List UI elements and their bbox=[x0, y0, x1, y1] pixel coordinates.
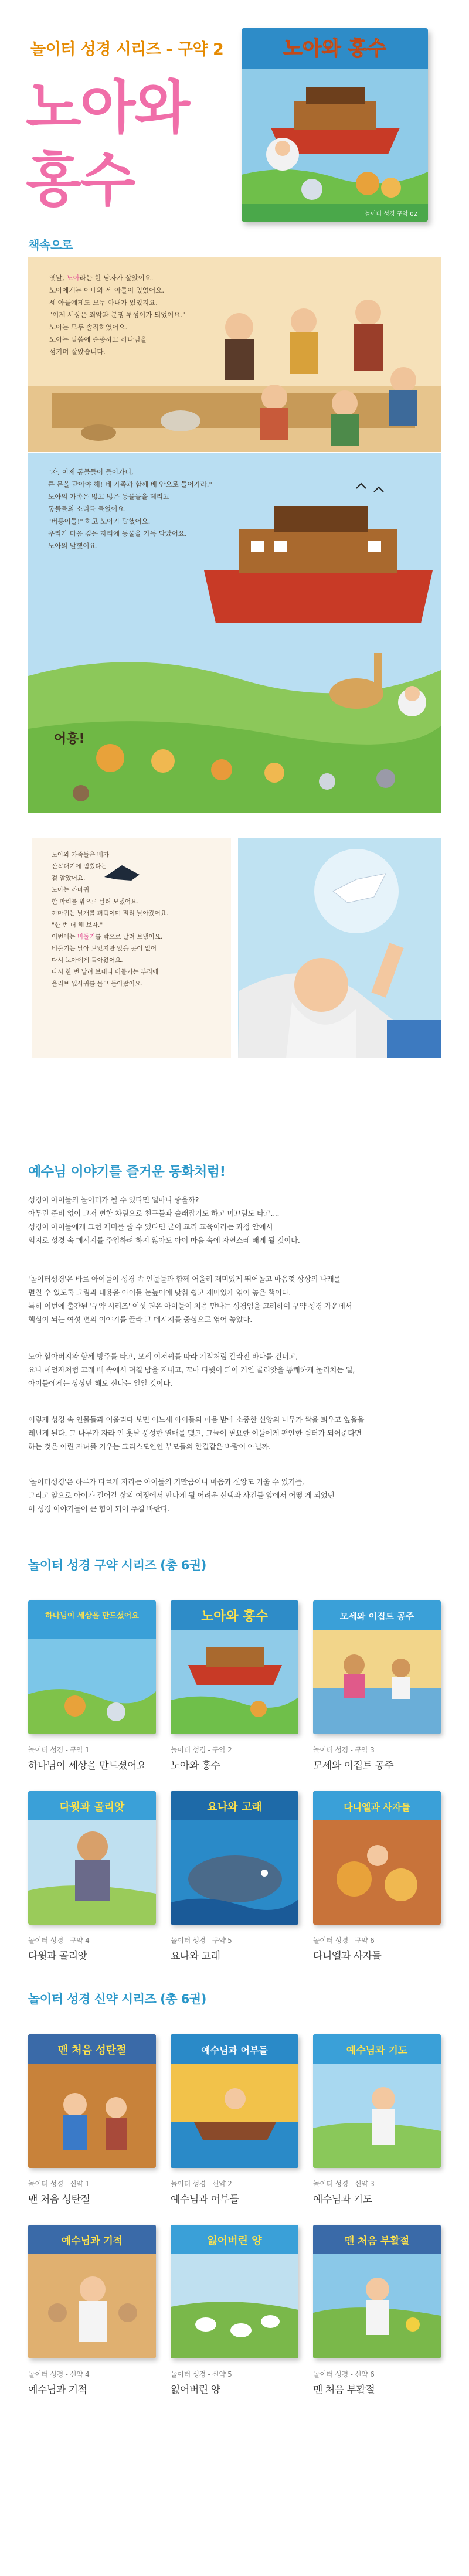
hero-book-cover bbox=[242, 28, 428, 222]
main-title-line1: 노아와 bbox=[26, 74, 189, 141]
ot-book-4[interactable] bbox=[28, 1791, 156, 1962]
ot-book-5-subtitle: 놀이터 성경 - 구약 5 bbox=[171, 1936, 232, 1945]
ot-book-6[interactable] bbox=[313, 1791, 441, 1962]
ot-book-2-title[interactable]: 노아와 홍수 bbox=[171, 1760, 220, 1772]
nt-book-6[interactable] bbox=[313, 2225, 441, 2396]
nt-book-4-cover[interactable] bbox=[28, 2225, 156, 2358]
ot-book-3-title[interactable]: 모세와 이집트 공주 bbox=[313, 1760, 394, 1772]
nt-book-6-cover[interactable] bbox=[313, 2225, 441, 2358]
nt-book-2[interactable] bbox=[171, 2034, 298, 2205]
description-heading: 예수님 이야기를 즐거운 동화처럼! bbox=[28, 1164, 226, 1180]
hero-section bbox=[0, 0, 469, 232]
svg-text:모세와 이집트 공주: 모세와 이집트 공주 bbox=[339, 1611, 414, 1622]
noah-cover-illustration bbox=[242, 28, 428, 222]
description-paragraph-4: 이렇게 성경 속 인물들과 어울리다 보면 어느새 아이들의 마음 밭에 소중한 신앙의 나무가 싹을 틔우고 잎을을 레닌게 된다. 그 나무가 자라 언 훗날 풍성한 열매를 맺고, 그늘이 필요한 이들에게 편안한 쉼터가 되어준다면 하는 것은 어린 자녀를 키우는 그리스도인인 부모들의 한결같은 바람이 아닐까. bbox=[28, 1415, 365, 1451]
ot-book-2[interactable] bbox=[171, 1600, 298, 1772]
nt-book-2-title[interactable]: 예수님과 어부들 bbox=[171, 2194, 239, 2205]
svg-text:하나님이 세상을 만드셨어요: 하나님이 세상을 만드셨어요 bbox=[45, 1612, 139, 1620]
nt-book-2-cover[interactable] bbox=[171, 2034, 298, 2168]
description-paragraph-3: 노아 할아버지와 함께 방주를 타고, 모세 이저씨를 따라 기적처럼 갈라진 바다를 건너고, 요나 예언자처럼 고래 배 속에서 며칠 밤을 지내고, 꼬마 다윗이 되어 거인 골리앗을 통쾌하게 물리치는 일, 아이들에게는 상상만 해도 신나는 일일 것이다. bbox=[28, 1352, 355, 1388]
cover-footer-text: 놀이터 성경 구약 02 bbox=[365, 211, 417, 218]
svg-text:예수님과 기도: 예수님과 기도 bbox=[346, 2045, 408, 2057]
description-paragraph-2: '놀이터성경'은 바로 아이들이 성경 속 인물들과 함께 어울려 재미있게 뛰어놀고 마음껏 상상의 나래를 펼칠 수 있도록 그림과 내용을 아이들 눈높이에 맞춰 쉽고 재미있게 엮어 놓은 책이다. 특히 이번에 출간된 '구약 시리즈' 여섯 권은 아이들이 처음 만나는 성경임을 고려하여 구약 성경 가운데서 핵심이 되는 여섯 편의 이야기를 골라 그 메시지를 중심으로 엮어 놓았다. bbox=[28, 1275, 352, 1324]
ot-book-3-subtitle: 놀이터 성경 - 구약 3 bbox=[313, 1746, 375, 1754]
ot-book-4-cover[interactable] bbox=[28, 1791, 156, 1925]
ot-book-5[interactable] bbox=[171, 1791, 298, 1962]
description-paragraph-1: 성경이 아이들의 놀이터가 될 수 있다면 얼마나 좋을까? 아무런 준비 없이 그저 편한 차림으로 친구들과 술래잡기도 하고 미끄럼도 타고.... 성경이 아이들에게 그런 재미를 줄 수 있다면 굳이 교리 교육이라는 과정 안에서 억지로 성경 속 메시지를 주입하려 하지 않아도 아이 마음 속에 자연스레 배게 될 것이다. bbox=[28, 1195, 300, 1245]
nt-book-3-cover[interactable] bbox=[313, 2034, 441, 2168]
nt-book-3[interactable] bbox=[313, 2034, 441, 2205]
ot-book-1-subtitle: 놀이터 성경 - 구약 1 bbox=[28, 1746, 90, 1754]
nt-series-heading: 놀이터 성경 신약 시리즈 (총 6권) bbox=[28, 1992, 206, 2006]
main-title bbox=[26, 72, 219, 217]
svg-text:예수님과 어부들: 예수님과 어부들 bbox=[201, 2045, 268, 2056]
ot-book-3-cover[interactable] bbox=[313, 1600, 441, 1734]
ot-book-4-subtitle: 놀이터 성경 - 구약 4 bbox=[28, 1936, 90, 1945]
nt-book-1[interactable] bbox=[28, 2034, 156, 2205]
cover-title-text: 노아와 홍수 bbox=[283, 37, 387, 60]
ot-series-heading: 놀이터 성경 구약 시리즈 (총 6권) bbox=[28, 1558, 206, 1572]
description-paragraph-5: '놀이터성경'은 하루가 다르게 자라는 아이들의 키만큼이나 마음과 신앙도 키울 수 있기를, 그리고 앞으로 아이가 걸어갈 삶의 여정에서 만나게 될 어려운 선택과 사건들 앞에서 어떻 게 되었던 이 성경 이야기들이 큰 힘이 되어 주길 바란다. bbox=[28, 1477, 335, 1513]
nt-book-4[interactable] bbox=[28, 2225, 156, 2396]
nt-book-3-title[interactable]: 예수님과 기도 bbox=[313, 2194, 372, 2205]
highlight-dove: 비둘기 bbox=[77, 933, 96, 940]
nt-book-5[interactable] bbox=[171, 2225, 298, 2396]
ot-book-1-title[interactable]: 하나님이 세상을 만드셨어요 bbox=[28, 1760, 146, 1772]
nt-book-6-subtitle: 놀이터 성경 - 신약 6 bbox=[313, 2370, 375, 2378]
nt-book-4-subtitle: 놀이터 성경 - 신약 4 bbox=[28, 2370, 90, 2378]
ot-book-6-subtitle: 놀이터 성경 - 구약 6 bbox=[313, 1936, 375, 1945]
highlight-noah: 노아 bbox=[66, 274, 80, 282]
spread-3-text: 노아와 가족들은 배가 산꼭대기에 멈췄다는 걸 알았어요. 노아는 까마귀 한 마리를 밖으로 날려 보냈어요. 까마귀는 날개를 퍼덕이며 멀리 날아갔어요. "한 번 더 해 보자." 이번에는 비둘기를 밖으로 날려 보냈어요. 비둘기는 날아 보았지만 앉을 곳이 없어 다시 노아에게 돌아왔어요. 다시 한 번 날려 보내니 비둘기는 부리에 올리브 잎사귀를 물고 돌아왔어요. bbox=[52, 851, 169, 987]
svg-text:예수님과 기적: 예수님과 기적 bbox=[61, 2235, 123, 2247]
svg-text:맨 처음 성탄절: 맨 처음 성탄절 bbox=[57, 2044, 127, 2057]
nt-book-1-subtitle: 놀이터 성경 - 신약 1 bbox=[28, 2180, 90, 2188]
ot-book-2-subtitle: 놀이터 성경 - 구약 2 bbox=[171, 1746, 232, 1754]
nt-book-2-subtitle: 놀이터 성경 - 신약 2 bbox=[171, 2180, 232, 2188]
inner-spread-1 bbox=[28, 257, 441, 452]
svg-text:잃어버린 양: 잃어버린 양 bbox=[207, 2235, 262, 2247]
nt-book-1-title[interactable]: 맨 처음 성탄절 bbox=[28, 2194, 90, 2205]
nt-book-4-title[interactable]: 예수님과 기적 bbox=[28, 2384, 87, 2396]
svg-text:다윗과 골리앗: 다윗과 골리앗 bbox=[59, 1801, 125, 1813]
nt-book-5-cover[interactable] bbox=[171, 2225, 298, 2358]
nt-book-6-title[interactable]: 맨 처음 부활절 bbox=[313, 2384, 375, 2396]
inner-spread-2 bbox=[28, 453, 441, 813]
main-title-line2: 홍수 bbox=[26, 147, 135, 214]
ot-book-3[interactable] bbox=[313, 1600, 441, 1772]
roar-sound-effect: 어흥! bbox=[54, 732, 85, 746]
ot-book-2-cover[interactable] bbox=[171, 1600, 298, 1734]
ot-book-1[interactable] bbox=[28, 1600, 156, 1772]
inner-spread-3 bbox=[28, 838, 441, 1058]
ot-book-6-cover[interactable] bbox=[313, 1791, 441, 1925]
nt-book-3-subtitle: 놀이터 성경 - 신약 3 bbox=[313, 2180, 375, 2188]
nt-book-5-title[interactable]: 잃어버린 양 bbox=[171, 2384, 220, 2396]
ot-book-1-cover[interactable] bbox=[28, 1600, 156, 1734]
spread-2-text: "자, 이제 동물들이 들어가니, 큰 문을 닫아야 해! 네 가족과 함께 배 안으로 들어가라." 노아의 가족은 많고 많은 동물들을 데리고 동물들의 소리를 들었어요. "버흥이들!" 하고 노아가 말했어요. 우리가 마음 깊은 자리에 동물을 가득 담았어요. 노아의 말했어요. bbox=[48, 468, 212, 550]
nt-book-1-cover[interactable] bbox=[28, 2034, 156, 2168]
series-title: 놀이터 성경 시리즈 - 구약 2 bbox=[30, 40, 224, 59]
spread-1-text: 옛날, 노아라는 한 남자가 살았어요. 노아에게는 아내와 세 아들이 있었어요. 세 아들에게도 모두 아내가 있었지요. "이제 세상은 죄악과 분쟁 투성이가 되었어요." 노아는 모두 솔직하였어요. 노아는 말씀에 순종하고 하나님을 섬기며 살았습니다. bbox=[49, 274, 186, 356]
ot-book-5-title[interactable]: 요나와 고래 bbox=[171, 1950, 220, 1962]
ot-book-5-cover[interactable] bbox=[171, 1791, 298, 1925]
svg-text:다니엘과 사자들: 다니엘과 사자들 bbox=[344, 1802, 410, 1813]
svg-text:맨 처음 부활절: 맨 처음 부활절 bbox=[344, 2235, 410, 2247]
nt-book-5-subtitle: 놀이터 성경 - 신약 5 bbox=[171, 2370, 232, 2378]
ot-book-4-title[interactable]: 다윗과 골리앗 bbox=[28, 1950, 87, 1962]
ot-book-6-title[interactable]: 다니엘과 사자들 bbox=[313, 1950, 382, 1962]
inside-section-label: 책속으로 bbox=[28, 238, 73, 252]
svg-text:노아와 홍수: 노아와 홍수 bbox=[201, 1609, 268, 1624]
svg-text:요나와 고래: 요나와 고래 bbox=[207, 1801, 262, 1813]
